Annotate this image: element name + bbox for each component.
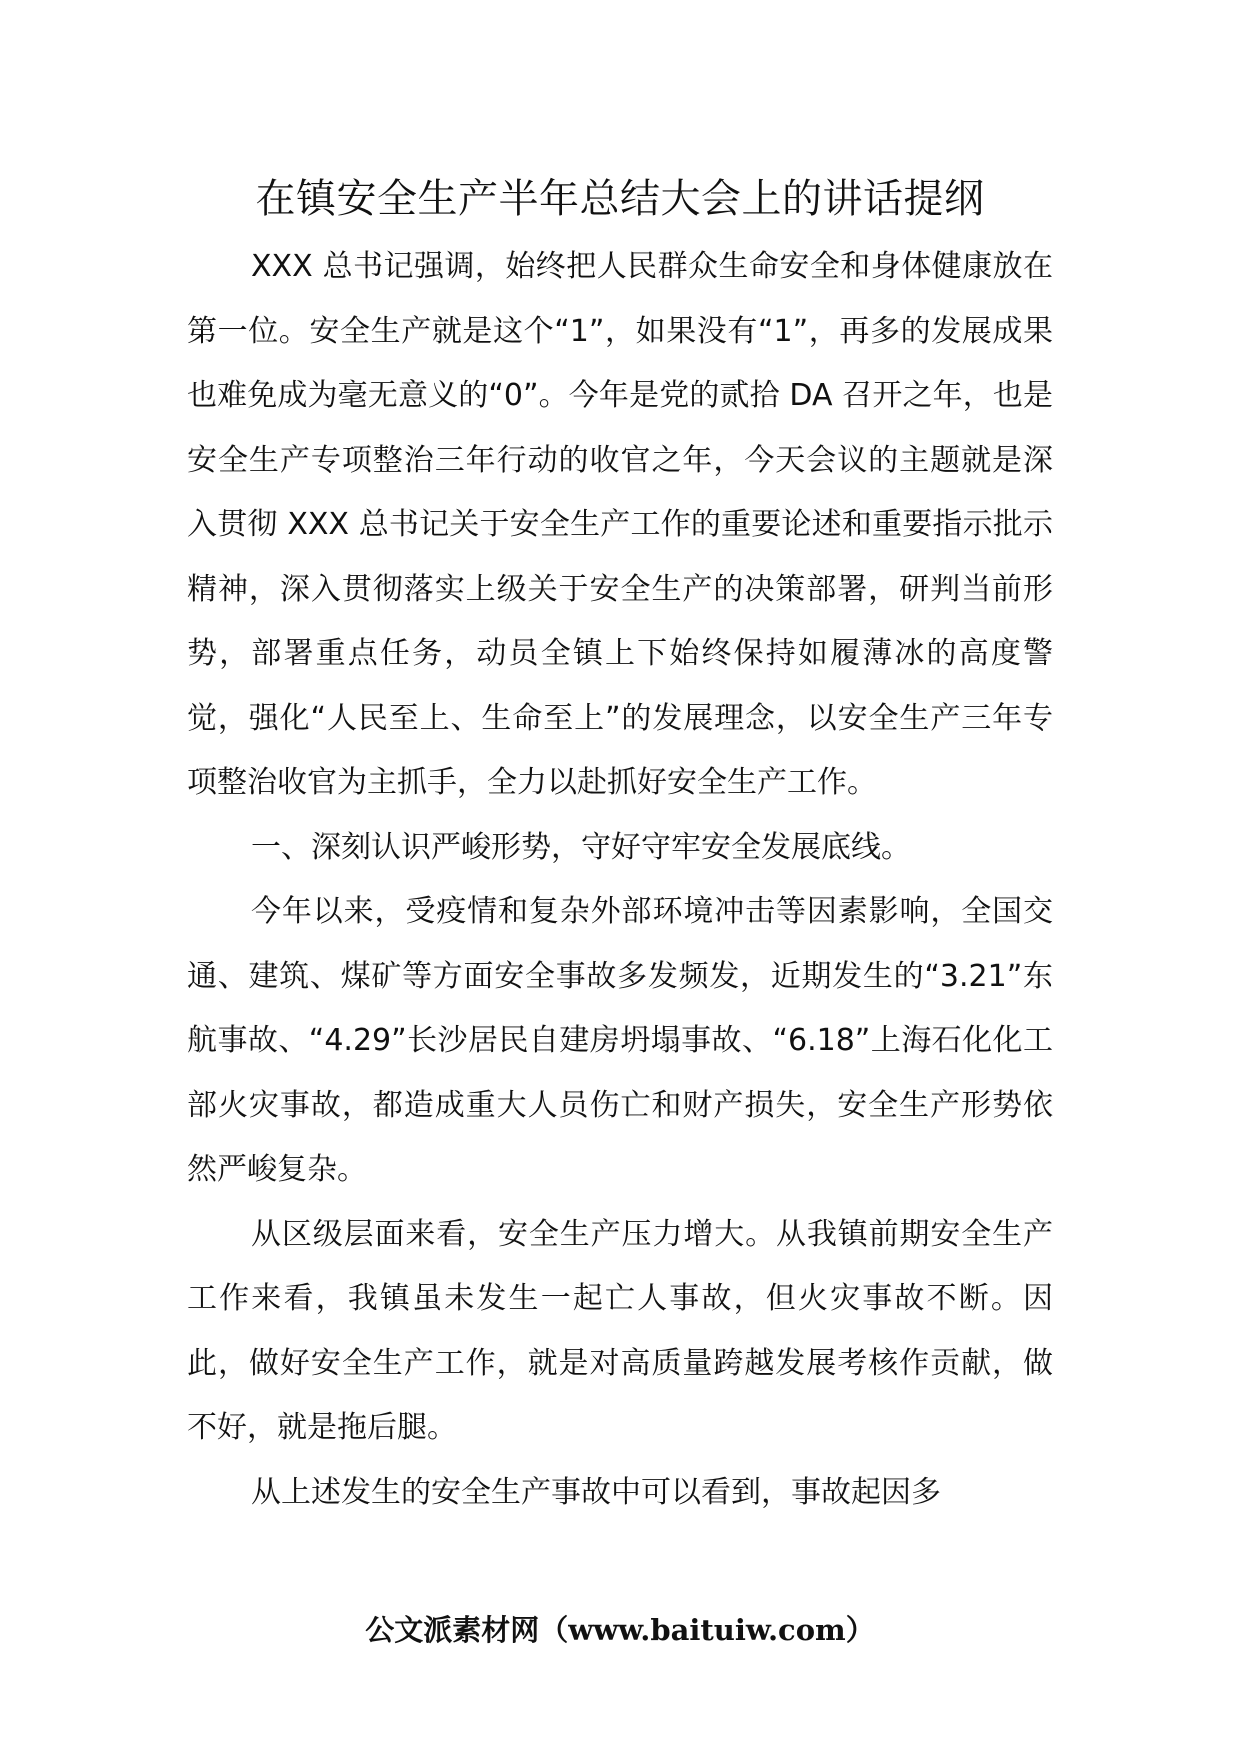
paragraph-situation: 今年以来，受疫情和复杂外部环境冲击等因素影响，全国交通、建筑、煤矿等方面安全事故多发频发，近期发生的“3.21”东航事故、“4.29”长沙居民自建房坍塌事故、“6.18”上海石化化工部火灾事故，都造成重大人员伤亡和财产损失，安全生产形势依然严峻复杂。 [187,894,1053,1187]
document-title: 在镇安全生产半年总结大会上的讲话提纲 [255,176,985,222]
section-heading-1: 一、深刻认识严峻形势，守好守牢安全发展底线。 [251,829,911,865]
paragraph-causes: 从上述发生的安全生产事故中可以看到，事故起因多 [251,1474,941,1510]
paragraph-intro: XXX 总书记强调，始终把人民群众生命安全和身体健康放在第一位。安全生产就是这个“1”，如果没有“1”，再多的发展成果也难免成为毫无意义的“0”。今年是党的贰拾 DA 召开之年，也是安全生产专项整治三年行动的收官之年，今天会议的主题就是深入贯彻 XXX 总书记关于安全生产工作的重要论述和重要指示批示精神，深入贯彻落实上级关于安全生产的决策部署，研判当前形势，部署重点任务，动员全镇上下始终保持如履薄冰的高度警觉，强化“人民至上、生命至上”的发展理念，以安全生产三年专项整治收官为主抓手，全力以赴抓好安全生产工作。 [187,249,1053,800]
document-body [187,235,1053,1525]
footer-watermark: 公文派素材网（www.baituiw.com） [365,1613,875,1647]
paragraph-district-level: 从区级层面来看，安全生产压力增大。从我镇前期安全生产工作来看，我镇虽未发生一起亡人事故，但火灾事故不断。因此，做好安全生产工作，就是对高质量跨越发展考核作贡献，做不好，就是拖后腿。 [187,1216,1053,1445]
